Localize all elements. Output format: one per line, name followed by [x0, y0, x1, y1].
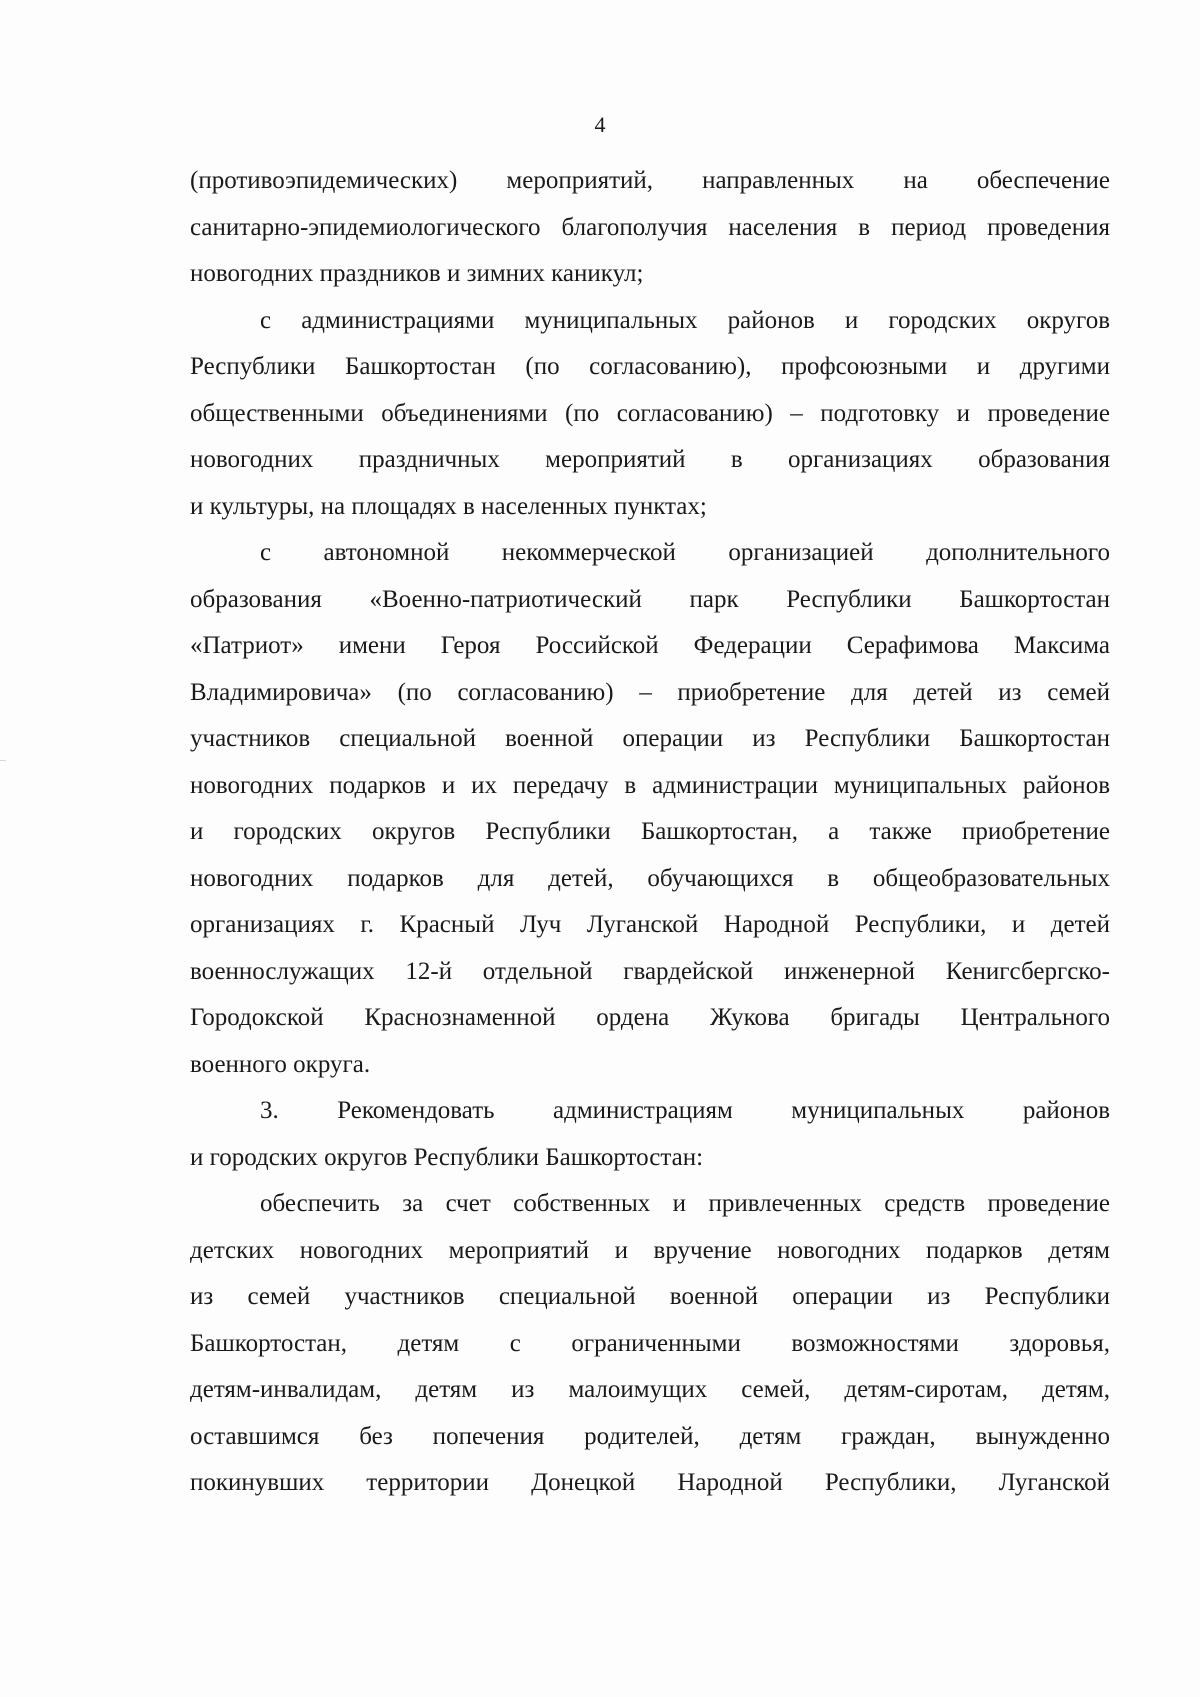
text-line: (противоэпидемических) мероприятий, направленных на обеспечение: [190, 167, 1110, 194]
text-line: организациях г. Красный Луч Луганской Народной Республики, и детей: [190, 911, 1110, 938]
text-line: оставшимся без попечения родителей, детям граждан, вынужденно: [190, 1422, 1110, 1450]
text-line: Городокской Краснознаменной ордена Жукова бригады Центрального: [190, 1004, 1110, 1031]
text-line: военного округа.: [190, 1050, 371, 1078]
text-line: новогодних праздничных мероприятий в организациях образования: [190, 446, 1110, 473]
text-line: санитарно-эпидемиологического благополучия населения в период проведения: [190, 213, 1110, 241]
text-line: военнослужащих 12-й отдельной гвардейской инженерной Кенигсбергско-: [190, 957, 1110, 985]
text-line: детских новогодних мероприятий и вручение новогодних подарков детям: [190, 1236, 1110, 1264]
text-line: и городских округов Республики Башкортостан:: [190, 1143, 704, 1171]
paragraph-continuation: [190, 158, 1110, 298]
text-line: общественными объединениями (по согласованию) – подготовку и проведение: [190, 399, 1110, 427]
text-line: образования «Военно-патриотический парк Республики Башкортостан: [190, 585, 1110, 613]
text-line: с автономной некоммерческой организацией дополнительного: [260, 539, 1110, 566]
page-number: 4: [594, 112, 606, 137]
scan-mark: [0, 760, 6, 761]
text-line: и городских округов Республики Башкортостан, а также приобретение: [190, 818, 1110, 845]
text-line: «Патриот» имени Героя Российской Федерации Серафимова Максима: [190, 632, 1110, 659]
text-line: детям-инвалидам, детям из малоимущих семей, детям-сиротам, детям,: [190, 1376, 1110, 1403]
text-line: с администрациями муниципальных районов и городских округов: [260, 306, 1110, 334]
text-line: Республики Башкортостан (по согласованию), профсоюзными и другими: [190, 353, 1110, 380]
paragraph-patriot-park: [190, 530, 1110, 1088]
text-line: из семей участников специальной военной операции из Республики: [190, 1283, 1110, 1310]
text-line: участников специальной военной операции из Республики Башкортостан: [190, 725, 1110, 752]
document-body: [190, 158, 1110, 1507]
text-line: покинувших территории Донецкой Народной Республики, Луганской: [190, 1469, 1110, 1496]
text-line: новогодних подарков для детей, обучающихся в общеобразовательных: [190, 864, 1110, 892]
text-line: новогодних праздников и зимних каникул;: [190, 260, 644, 287]
text-line: обеспечить за счет собственных и привлеченных средств проведение: [260, 1190, 1110, 1217]
text-line: и культуры, на площадях в населенных пунктах;: [190, 492, 707, 520]
text-line: 3. Рекомендовать администрациям муниципальных районов: [260, 1097, 1110, 1124]
text-line: Владимировича» (по согласованию) – приобретение для детей из семей: [190, 678, 1110, 706]
text-line: новогодних подарков и их передачу в администрации муниципальных районов: [190, 771, 1110, 799]
paragraph-ensure-funding: [190, 1181, 1110, 1507]
paragraph-item-3: [190, 1088, 1110, 1181]
paragraph-administrations: [190, 298, 1110, 531]
text-line: Башкортостан, детям с ограниченными возможностями здоровья,: [190, 1329, 1110, 1357]
